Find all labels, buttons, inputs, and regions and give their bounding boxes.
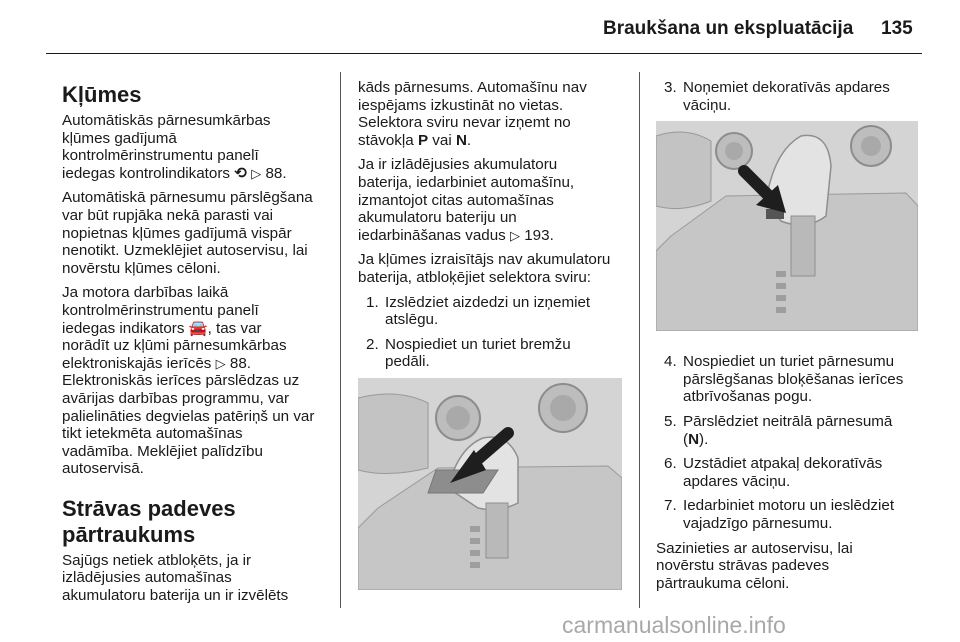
column-divider-2 (639, 72, 640, 608)
list-item: 6. Uzstādiet atpakaļ dekoratīvās apdares vāciņu. (664, 455, 883, 490)
decorative-cover-illustration (656, 121, 918, 331)
list-item: 7. Iedarbiniet motoru un ieslēdziet vajadzīgo pārnesumu. (664, 497, 895, 532)
header-rule (46, 53, 922, 54)
list-item: 2. Nospiediet un turiet bremžu pedāli. (366, 335, 571, 371)
running-header-title: Braukšana un ekspluatācija (603, 18, 854, 39)
list-item: 1. Izslēdziet aizdedzi un izņemiet atslēgu. (366, 293, 591, 329)
page-number: 135 (881, 18, 913, 39)
watermark: carmanualsonline.info (562, 612, 786, 638)
paragraph-shifting: Automātiskā pārnesumu pārslēgšana var būt rupjāka nekā parasti vai nopietnas kļūmes gadījumā vispār nenotikt. Uzmeklējiet autoservisu, lai novērstu kļūmes cēloni. (62, 189, 313, 277)
section-heading-faults: Kļūmes (62, 82, 142, 107)
column-2 (358, 79, 632, 590)
list-item: 5. Pārslēdziet neitrālā pārnesumā (N). (664, 412, 893, 448)
paragraph-engine-running: Ja motora darbības laikā kontrolmērinstrumentu panelī iedegas indikators 🚘, tas var norādīt uz kļūmi pārnesumkārbas elektroniskajās ierīcēs ▷ 88. Elektroniskās ierīces pārslēdzas uz avārijas darbības programmu, var palielināties degvielas patēriņš un var tikt ietekmēta automašīnas vadāmība. Meklējiet palīdzību autoservisā. (62, 284, 315, 478)
column-3 (656, 79, 926, 599)
page-ref-arrow-icon: ▷ (251, 165, 262, 181)
car-fault-icon: 🚘 (188, 319, 208, 337)
transmission-warning-icon: ⟲ (234, 164, 247, 182)
steps-list-3 (656, 353, 926, 532)
column-divider-1 (340, 72, 341, 608)
steps-list-2 (656, 79, 926, 114)
list-item: 4. Nospiediet un turiet pārnesumu pārslēgšanas bloķēšanas ierīces atbrīvošanas pogu. (664, 353, 904, 406)
paragraph-fault-indicator: Automātiskās pārnesumkārbas kļūmes gadījumā kontrolmērinstrumentu panelī iedegas kontrolindikators ⟲ ▷ 88. (62, 112, 287, 182)
paragraph-battery-discharged: Ja ir izlādējusies akumulatoru baterija, iedarbiniet automašīnu, izmantojot citas automašīnas akumulatoru bateriju un iedarbināšanas vadus ▷ 193. (358, 156, 575, 244)
gear-selector-illustration (358, 378, 622, 590)
paragraph-unlock-lever: Ja kļūmes izraisītājs nav akumulatoru baterija, atbloķējiet selektora sviru: (358, 251, 611, 286)
paragraph-clutch: Sajūgs netiek atbloķēts, ja ir izlādējusies automašīnas akumulatoru baterija un ir izvēlēts (62, 551, 289, 605)
page-ref-arrow-icon: ▷ (510, 227, 520, 243)
list-item: 3. Noņemiet dekoratīvās apdares vāciņu. (664, 79, 890, 114)
section-heading-power-interruption: Strāvas padeves pārtraukums (62, 495, 236, 547)
column-1 (62, 82, 338, 612)
paragraph-gear-selected: kāds pārnesums. Automašīnu nav iespējams izkustināt no vietas. Selektora sviru nevar izņemt no stāvokļa P vai N. (358, 79, 587, 149)
page-ref-arrow-icon: ▷ (215, 355, 226, 371)
paragraph-contact-service: Sazinieties ar autoservisu, lai novērstu strāvas padeves pārtraukuma cēloni. (656, 539, 853, 592)
steps-list-1 (358, 294, 632, 371)
